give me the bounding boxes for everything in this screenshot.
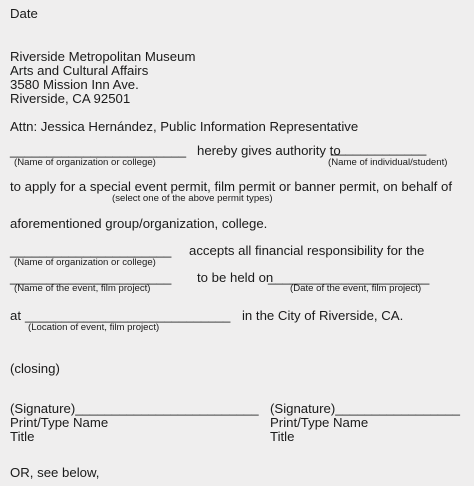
- caption-individual: (Name of individual/student): [328, 157, 448, 168]
- print-name-label: Print/Type Name: [10, 415, 109, 430]
- responsibility-text: accepts all financial responsibility for the: [189, 243, 425, 258]
- caption-permit-type: (select one of the above permit types): [112, 193, 273, 204]
- caption-event: (Name of the event, film project): [14, 283, 151, 294]
- blank-event: ______________________: [10, 270, 172, 285]
- title-label: Title: [10, 429, 35, 444]
- address-line: Riverside Metropolitan Museum: [10, 49, 196, 64]
- caption-date: (Date of the event, film project): [290, 283, 422, 294]
- address-line: Riverside, CA 92501: [10, 91, 131, 106]
- aforementioned-text: aforementioned group/organization, college.: [10, 216, 268, 231]
- signature-line: (Signature)_________________________: [10, 401, 259, 416]
- city-text: in the City of Riverside, CA.: [242, 308, 404, 323]
- signature-line: (Signature)_________________: [270, 401, 460, 416]
- date-label: Date: [10, 6, 38, 21]
- address-line: 3580 Mission Inn Ave.: [10, 77, 139, 92]
- apply-text: to apply for a special event permit, film permit or banner permit, on behalf of: [10, 179, 452, 194]
- closing-text: (closing): [10, 361, 60, 376]
- blank-location: ____________________________: [25, 308, 231, 323]
- blank-organization: ________________________: [10, 143, 187, 158]
- caption-organization-2: (Name of organization or college): [14, 257, 156, 268]
- authority-text: hereby gives authority to: [197, 143, 341, 158]
- blank-date: ______________________: [268, 270, 430, 285]
- footer-text: OR, see below,: [10, 465, 100, 480]
- title-label: Title: [270, 429, 295, 444]
- at-text: at: [10, 308, 21, 323]
- caption-location: (Location of event, film project): [28, 322, 160, 333]
- blank-individual: _____________: [331, 141, 427, 156]
- print-name-label: Print/Type Name: [270, 415, 369, 430]
- address-line: Arts and Cultural Affairs: [10, 63, 149, 78]
- blank-organization-2: ______________________: [10, 243, 172, 258]
- caption-organization: (Name of organization or college): [14, 157, 156, 168]
- attention-line: Attn: Jessica Hernández, Public Information Representative: [10, 119, 359, 134]
- held-on-text: to be held on: [197, 270, 274, 285]
